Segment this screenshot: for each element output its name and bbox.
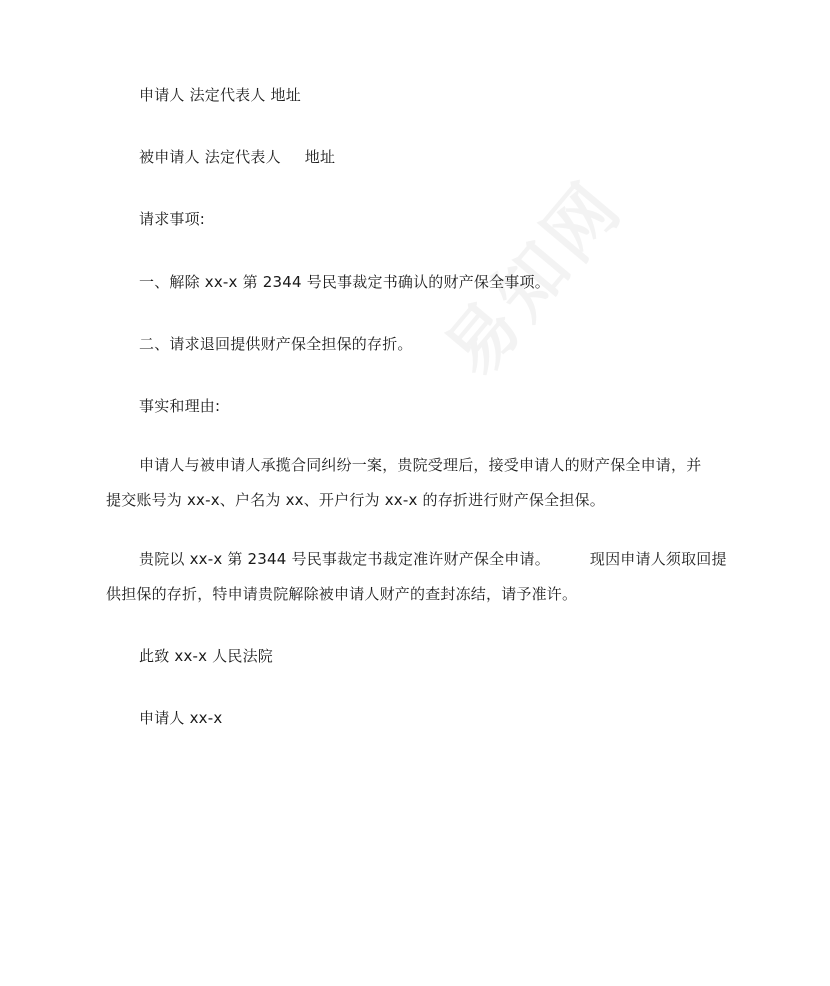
facts-heading: 事实和理由: xyxy=(139,397,221,415)
ruling-sentence: 贵院以 xx-x 第 2344 号民事裁定书裁定准许财产保全申请。 xyxy=(139,550,550,568)
respondent-address-label: 地址 xyxy=(304,148,336,166)
requests-heading: 请求事项: xyxy=(139,210,206,228)
addressee-line: 此致 xx-x 人民法院 xyxy=(139,647,273,665)
facts-paragraph-2-line-2: 供担保的存折，特申请贵院解除被申请人财产的查封冻结，请予准许。 xyxy=(106,585,578,603)
respondent-line xyxy=(139,147,335,167)
signature-line: 申请人 xx-x xyxy=(139,709,223,727)
request-item-1: 一、解除 xx-x 第 2344 号民事裁定书确认的财产保全事项。 xyxy=(139,273,550,291)
request-item-2: 二、请求退回提供财产保全担保的存折。 xyxy=(139,335,413,353)
withdraw-sentence: 现因申请人须取回提 xyxy=(589,550,727,568)
respondent-label: 被申请人 法定代表人 xyxy=(139,148,281,166)
facts-paragraph-1-line-2: 提交账号为 xx-x、户名为 xx、开户行为 xx-x 的存折进行财产保全担保。 xyxy=(106,491,605,509)
applicant-line: 申请人 法定代表人 地址 xyxy=(139,86,301,104)
facts-paragraph-2-line-1 xyxy=(139,549,727,569)
facts-paragraph-1-line-1: 申请人与被申请人承揽合同纠纷一案，贵院受理后，接受申请人的财产保全申请，并 xyxy=(139,456,702,474)
watermark: 易知网 xyxy=(429,164,639,393)
